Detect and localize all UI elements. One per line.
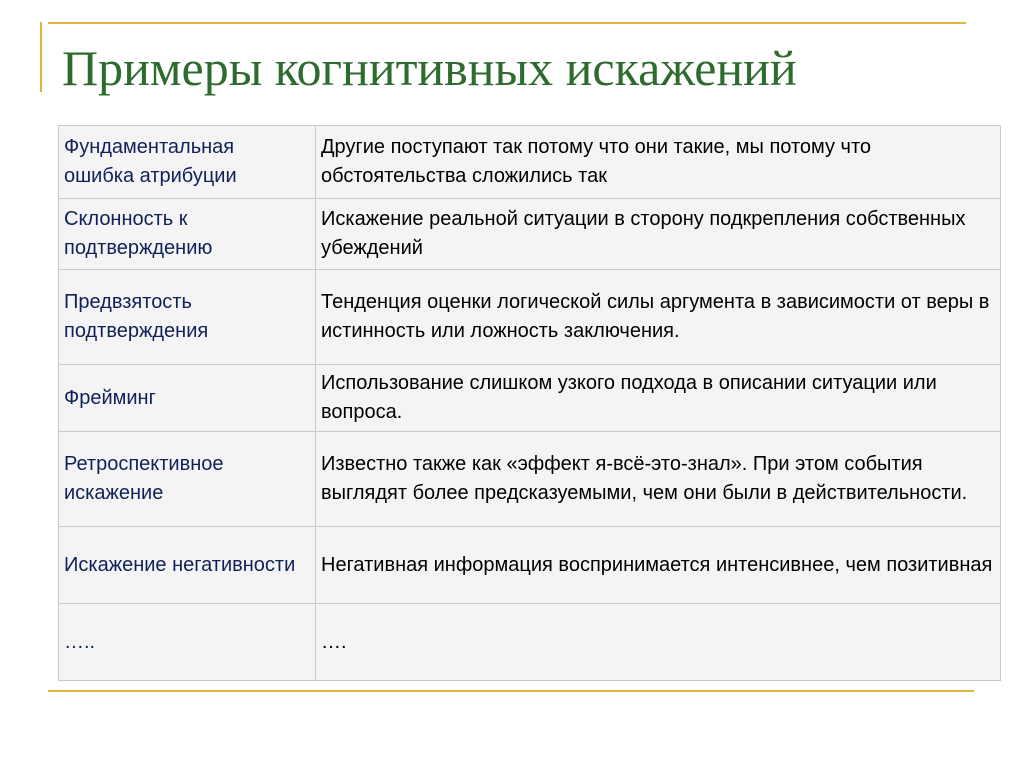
- table-row: [59, 199, 1001, 270]
- bias-description: Использование слишком узкого подхода в описании ситуации или вопроса.: [316, 365, 1001, 432]
- bias-description: Известно также как «эффект я-всё-это-знал». При этом события выглядят более предсказуемыми, чем они были в действительности.: [316, 432, 1001, 527]
- bias-term: Искажение негативности: [59, 527, 316, 604]
- bottom-accent-line: [48, 690, 974, 692]
- table-row: [59, 365, 1001, 432]
- left-accent-line: [40, 22, 42, 92]
- table-row: [59, 126, 1001, 199]
- cognitive-bias-table: [58, 125, 1001, 681]
- bias-term: Фундаментальная ошибка атрибуции: [59, 126, 316, 199]
- bias-term: Фрейминг: [59, 365, 316, 432]
- bias-description: ….: [316, 604, 1001, 681]
- table-row: [59, 432, 1001, 527]
- top-accent-line: [48, 22, 966, 24]
- table-row: [59, 527, 1001, 604]
- bias-term: Ретроспективное искажение: [59, 432, 316, 527]
- bias-term: Предвзятость подтверждения: [59, 270, 316, 365]
- bias-description: Другие поступают так потому что они такие, мы потому что обстоятельства сложились так: [316, 126, 1001, 199]
- bias-description: Негативная информация воспринимается интенсивнее, чем позитивная: [316, 527, 1001, 604]
- bias-description: Искажение реальной ситуации в сторону подкрепления собственных убеждений: [316, 199, 1001, 270]
- table-row: [59, 604, 1001, 681]
- bias-description: Тенденция оценки логической силы аргумента в зависимости от веры в истинность или ложность заключения.: [316, 270, 1001, 365]
- table-row: [59, 270, 1001, 365]
- bias-term: Склонность к подтверждению: [59, 199, 316, 270]
- bias-term: …..: [59, 604, 316, 681]
- slide-title: Примеры когнитивных искажений: [62, 40, 797, 96]
